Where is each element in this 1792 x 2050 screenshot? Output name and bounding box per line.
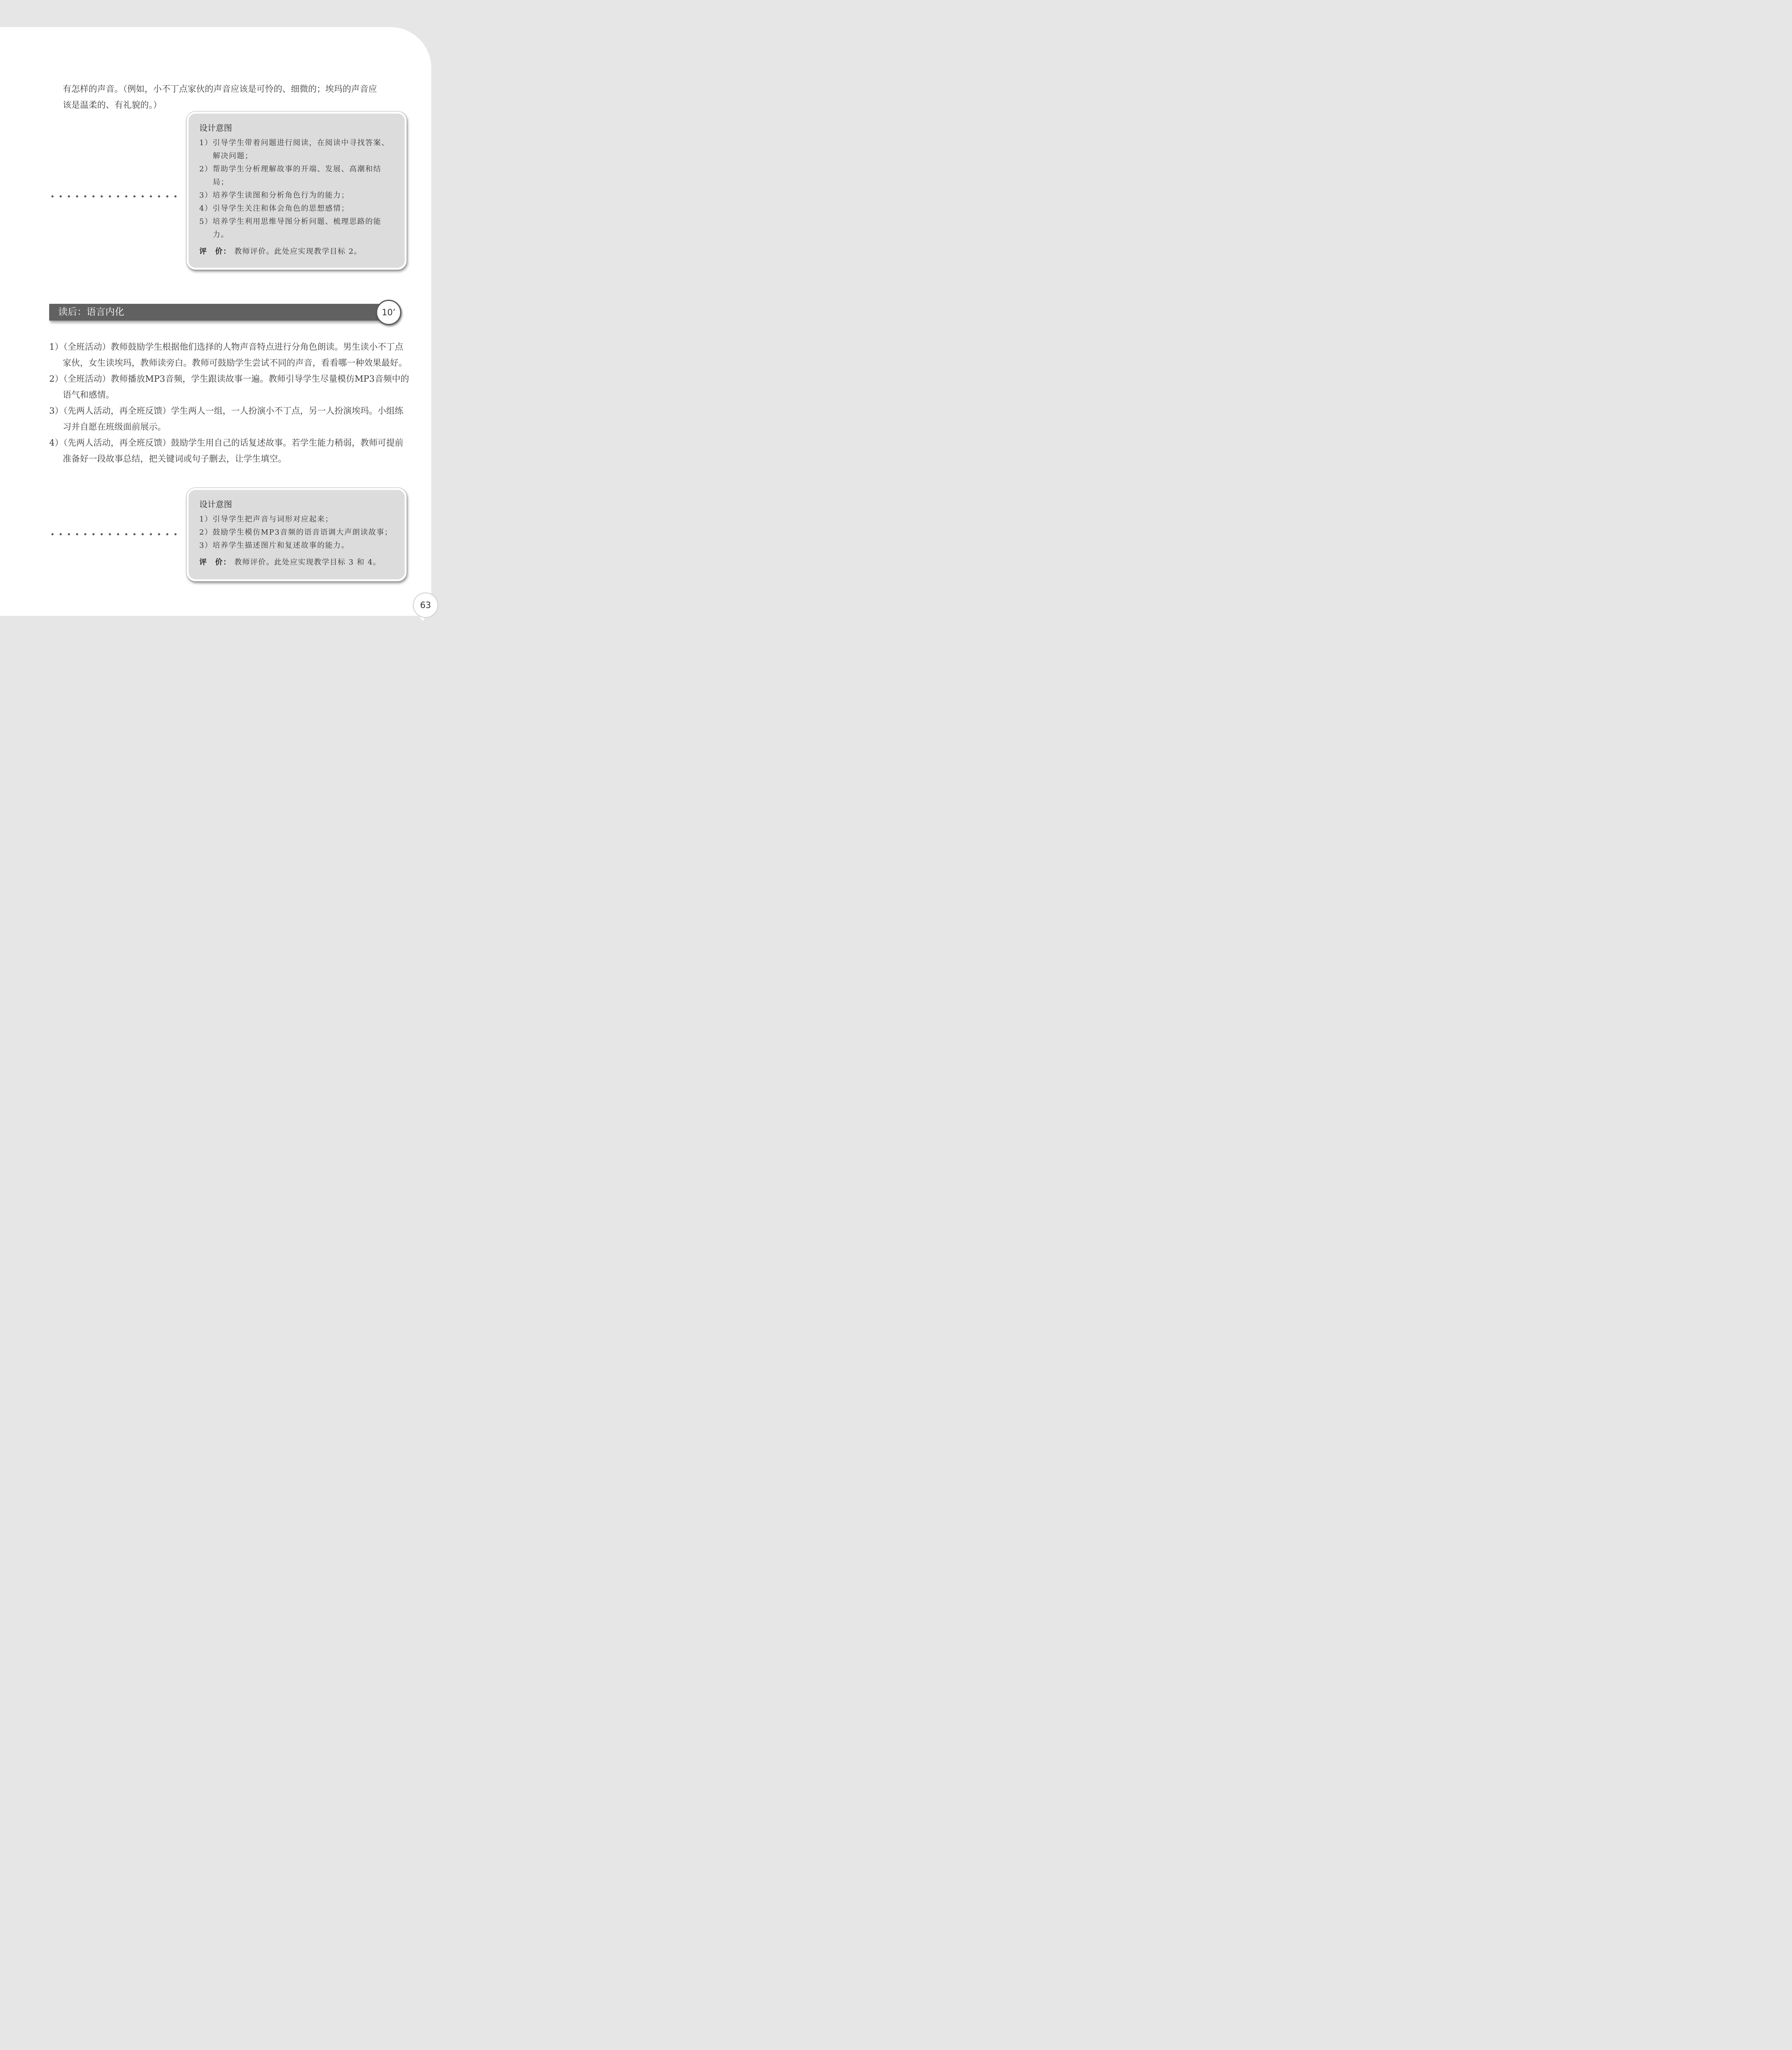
design-intent-box bbox=[187, 112, 407, 270]
design-intent-list bbox=[199, 513, 396, 552]
evaluation-label: 评 价： bbox=[199, 247, 231, 256]
evaluation-text: 教师评价。此处应实现教学目标 3 和 4。 bbox=[234, 558, 381, 567]
section-title: 读后：语言内化 bbox=[58, 307, 124, 317]
evaluation-line bbox=[199, 556, 396, 569]
dotted-leader bbox=[48, 533, 180, 535]
design-intent-item: 5）培养学生利用思维导图分析问题、梳理思路的能力。 bbox=[199, 217, 382, 239]
design-intent-title: 设计意图 bbox=[199, 499, 232, 509]
intro-paragraph bbox=[63, 81, 409, 113]
activity-list bbox=[49, 339, 409, 467]
activity-item: 1）（全班活动）教师鼓励学生根据他们选择的人物声音特点进行分角色朗读。男生读小不丁点家伙，女生读埃玛，教师读旁白。教师可鼓励学生尝试不同的声音，看看哪一种效果最好。 bbox=[49, 342, 407, 368]
design-intent-item: 3）培养学生描述图片和复述故事的能力。 bbox=[199, 541, 349, 550]
design-intent-title: 设计意图 bbox=[199, 123, 232, 133]
design-intent-item: 2）鼓励学生模仿MP3音频的语音语调大声朗读故事； bbox=[199, 528, 393, 537]
time-badge: 10’ bbox=[376, 300, 401, 325]
evaluation-label: 评 价： bbox=[199, 558, 231, 567]
design-intent-item: 1）引导学生带着问题进行阅读，在阅读中寻找答案、解决问题； bbox=[199, 139, 389, 160]
design-intent-item: 3）培养学生读图和分析角色行为的能力； bbox=[199, 191, 349, 200]
intro-line: 该是温柔的、有礼貌的。） bbox=[63, 100, 162, 110]
activity-item: 3）（先两人活动，再全班反馈）学生两人一组，一人扮演小不丁点，另一人扮演埃玛。小组练习并自愿在班级面前展示。 bbox=[49, 406, 403, 432]
activity-item: 4）（先两人活动，再全班反馈）鼓励学生用自己的话复述故事。若学生能力稍弱，教师可提前准备好一段故事总结，把关键词或句子删去，让学生填空。 bbox=[49, 438, 403, 464]
design-intent-item: 1）引导学生把声音与词形对应起来； bbox=[199, 515, 333, 524]
section-header-bar bbox=[49, 304, 389, 321]
design-intent-item: 4）引导学生关注和体会角色的思想感情； bbox=[199, 204, 349, 213]
intro-line: 有怎样的声音。（例如，小不丁点家伙的声音应该是可怜的、细微的；埃玛的声音应 bbox=[63, 84, 377, 94]
design-intent-item: 2）帮助学生分析理解故事的开端、发展、高潮和结局； bbox=[199, 165, 382, 187]
page-number: 63 bbox=[413, 592, 438, 618]
design-intent-list bbox=[199, 137, 396, 241]
evaluation-text: 教师评价。此处应实现教学目标 2。 bbox=[234, 247, 362, 256]
activity-item: 2）（全班活动）教师播放MP3音频，学生跟读故事一遍。教师引导学生尽量模仿MP3音频中的语气和感情。 bbox=[49, 374, 409, 400]
design-intent-box bbox=[187, 488, 407, 581]
evaluation-line bbox=[199, 246, 396, 258]
dotted-leader bbox=[48, 195, 180, 198]
